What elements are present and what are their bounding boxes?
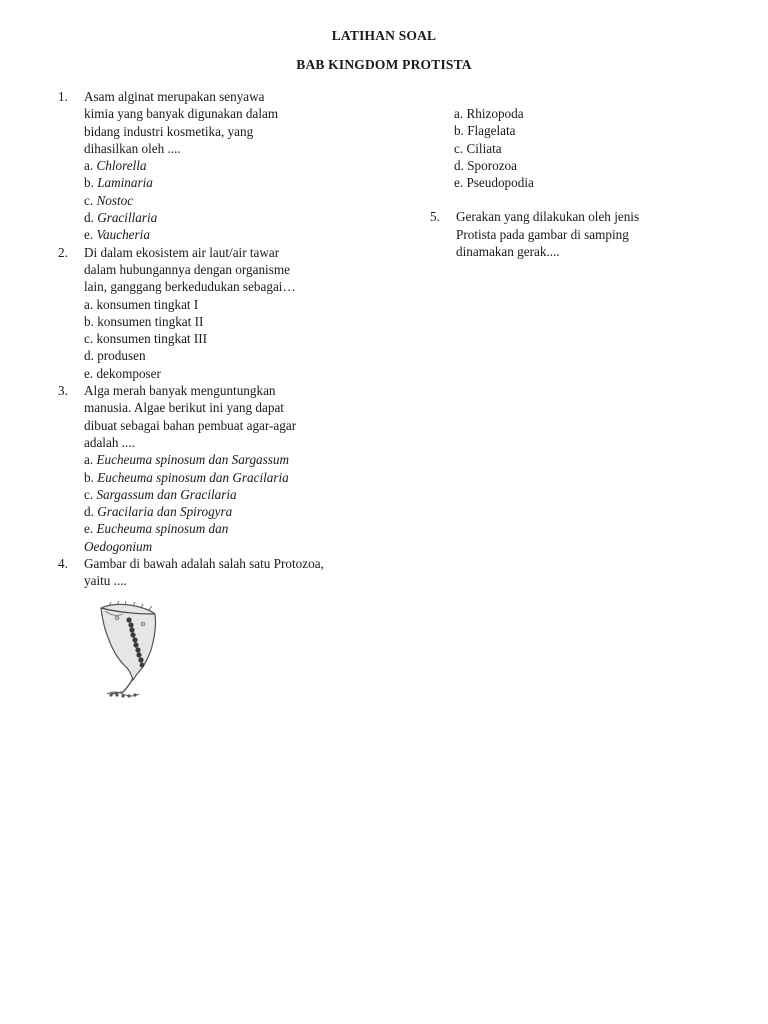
option-a[interactable]: a. Eucheuma spinosum dan Sargassum [84,452,290,468]
option-c[interactable]: c. Ciliata [454,140,502,156]
question-number: 4. [58,556,68,572]
option-c[interactable]: c. Sargassum dan Gracilaria [84,486,237,502]
question-number: 1. [58,89,68,104]
question-text: Di dalam ekosistem air laut/air tawar dalam hubungannya dengan organisme lain, ganggang berkedudukan sebagai… [84,244,296,295]
option-a[interactable]: a. Chlorella [84,158,147,174]
option-b[interactable]: b. Laminaria [84,175,153,191]
left-column [58,88,358,590]
question-1 [58,88,358,244]
page-subtitle: BAB KINGDOM PROTISTA [296,57,472,72]
option-a[interactable]: a. Rhizopoda [454,106,524,121]
question-5 [430,208,690,260]
option-a[interactable]: a. konsumen tingkat I [84,296,199,312]
option-d[interactable]: d. produsen [84,348,146,364]
question-4 [58,555,358,590]
option-d[interactable]: d. Sporozoa [454,157,517,173]
option-b[interactable]: b. Eucheuma spinosum dan Gracilaria [84,469,289,485]
option-b[interactable]: b. Flagelata [454,123,516,139]
option-e[interactable]: e. Vaucheria [84,227,150,243]
question-number: 2. [58,244,68,260]
question-text: Gambar di bawah adalah salah satu Protozoa, yaitu .... [84,556,324,589]
option-c[interactable]: c. Nostoc [84,192,134,208]
protozoa-figure [95,600,167,700]
option-b[interactable]: b. konsumen tingkat II [84,313,204,329]
question-text: Alga merah banyak menguntungkan manusia. Algae berikut ini yang dapat dibuat sebagai bahan pembuat agar-agar adalah .... [84,383,297,450]
option-e[interactable]: e. Pseudopodia [454,175,534,191]
question-3 [58,382,358,555]
question-text: Asam alginat merupakan senyawa kimia yang banyak digunakan dalam bidang industri kosmetika, yang dihasilkan oleh .... [84,89,279,156]
question-number: 5. [430,209,440,225]
question-4-options [430,105,690,191]
question-number: 3. [58,383,68,399]
protozoa-illustration-icon [95,600,167,700]
page-title: LATIHAN SOAL [331,28,437,43]
option-e-continuation: Oedogonium [84,538,153,554]
question-2 [58,244,358,382]
option-d[interactable]: d. Gracilaria dan Spirogyra [84,504,233,520]
right-column [430,105,690,260]
question-text: Gerakan yang dilakukan oleh jenis Protista pada gambar di samping dinamakan gerak.... [456,209,640,260]
option-e[interactable]: e. dekomposer [84,365,161,381]
option-d[interactable]: d. Gracillaria [84,210,158,226]
option-c[interactable]: c. konsumen tingkat III [84,331,208,347]
option-e[interactable]: e. Eucheuma spinosum dan [84,521,229,537]
